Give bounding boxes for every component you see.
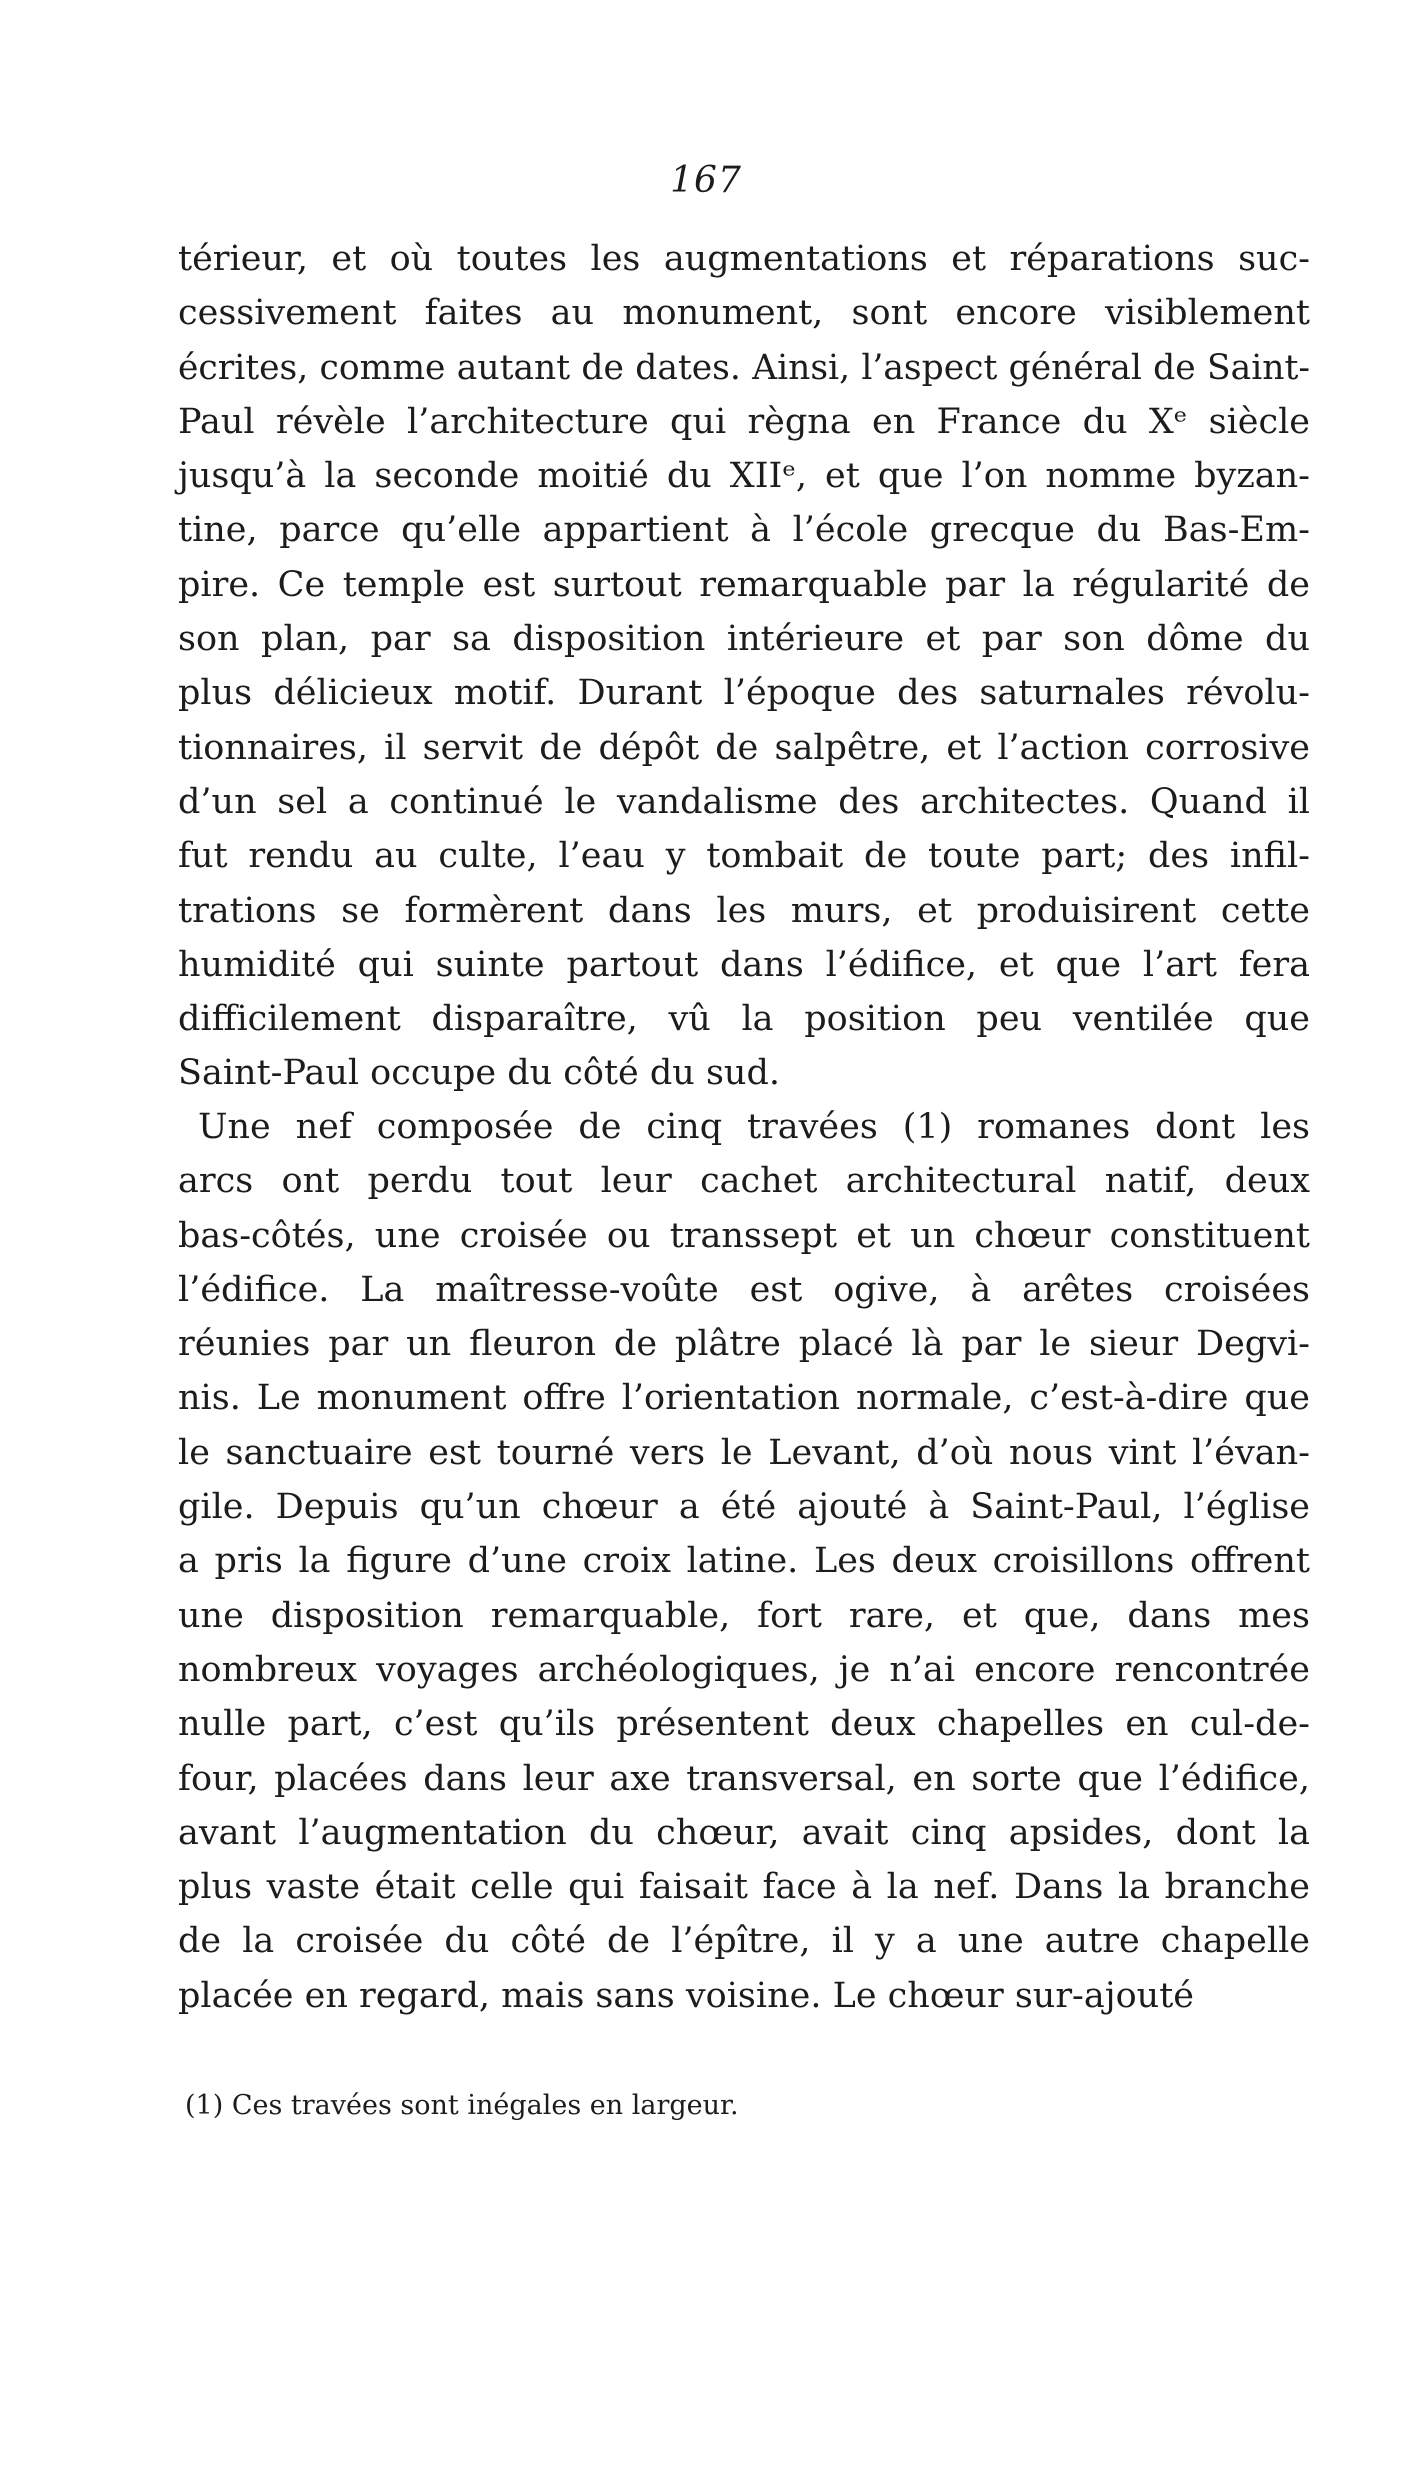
- text-line: l’édifice. La maîtresse-voûte est ogive, à arêtes croisées: [178, 1269, 1310, 1310]
- text-line: plus vaste était celle qui faisait face à la nef. Dans la branche: [178, 1867, 1310, 1908]
- text-line: de la croisée du côté de l’épître, il y a une autre chapelle: [178, 1921, 1310, 1962]
- text-line: avant l’augmentation du chœur, avait cinq apsides, dont la: [178, 1812, 1310, 1853]
- text-line: son plan, par sa disposition intérieure et par son dôme du: [178, 619, 1310, 660]
- text-line: Une nef composée de cinq travées (1) romanes dont les: [198, 1107, 1310, 1147]
- paragraph-1: [178, 232, 1310, 1101]
- text-line: plus délicieux motif. Durant l’époque des saturnales révolu-: [178, 673, 1310, 714]
- text-line: une disposition remarquable, fort rare, et que, dans mes: [178, 1595, 1310, 1636]
- footnote: (1) Ces travées sont inégales en largeur.: [185, 2090, 739, 2121]
- text-line: a pris la figure d’une croix latine. Les deux croisillons offrent: [178, 1541, 1310, 1582]
- text-line: d’un sel a continué le vandalisme des architectes. Quand il: [178, 781, 1310, 822]
- text-line: écrites, comme autant de dates. Ainsi, l’aspect général de Saint-: [178, 347, 1310, 388]
- text-line: gile. Depuis qu’un chœur a été ajouté à Saint-Paul, l’église: [178, 1487, 1310, 1528]
- page-number: 167: [670, 160, 742, 201]
- text-line: tionnaires, il servit de dépôt de salpêtre, et l’action corrosive: [178, 727, 1310, 768]
- paragraph-2: [178, 1100, 1310, 2023]
- text-line: humidité qui suinte partout dans l’édifice, et que l’art fera: [178, 944, 1310, 985]
- text-line: pire. Ce temple est surtout remarquable par la régularité de: [178, 564, 1310, 605]
- text-line: fut rendu au culte, l’eau y tombait de toute part; des infil-: [178, 836, 1310, 877]
- text-line: réunies par un fleuron de plâtre placé là par le sieur Degvi-: [178, 1324, 1310, 1365]
- text-line: bas-côtés, une croisée ou transsept et un chœur constituent: [178, 1215, 1310, 1256]
- text-line: four, placées dans leur axe transversal, en sorte que l’édifice,: [178, 1758, 1310, 1799]
- text-line: tine, parce qu’elle appartient à l’école grecque du Bas-Em-: [178, 510, 1310, 551]
- text-line: Paul révèle l’architecture qui règna en France du Xᵉ siècle: [178, 401, 1310, 442]
- text-line: le sanctuaire est tourné vers le Levant, d’où nous vint l’évan-: [178, 1432, 1310, 1473]
- text-line: térieur, et où toutes les augmentations et réparations suc-: [178, 239, 1310, 279]
- text-line: cessivement faites au monument, sont encore visiblement: [178, 293, 1310, 334]
- text-line: arcs ont perdu tout leur cachet architectural natif, deux: [178, 1161, 1310, 1202]
- text-line: Saint-Paul occupe du côté du sud.: [178, 1053, 780, 1094]
- text-line: trations se formèrent dans les murs, et produisirent cette: [178, 890, 1310, 931]
- text-line: nis. Le monument offre l’orientation normale, c’est-à-dire que: [178, 1378, 1310, 1419]
- text-line: nulle part, c’est qu’ils présentent deux chapelles en cul-de-: [178, 1704, 1310, 1745]
- text-line: nombreux voyages archéologiques, je n’ai encore rencontrée: [178, 1649, 1310, 1690]
- text-line: placée en regard, mais sans voisine. Le chœur sur-ajouté: [178, 1975, 1194, 2016]
- text-line: difficilement disparaître, vû la position peu ventilée que: [178, 999, 1310, 1040]
- text-line: jusqu’à la seconde moitié du XIIᵉ, et que l’on nomme byzan-: [178, 456, 1310, 497]
